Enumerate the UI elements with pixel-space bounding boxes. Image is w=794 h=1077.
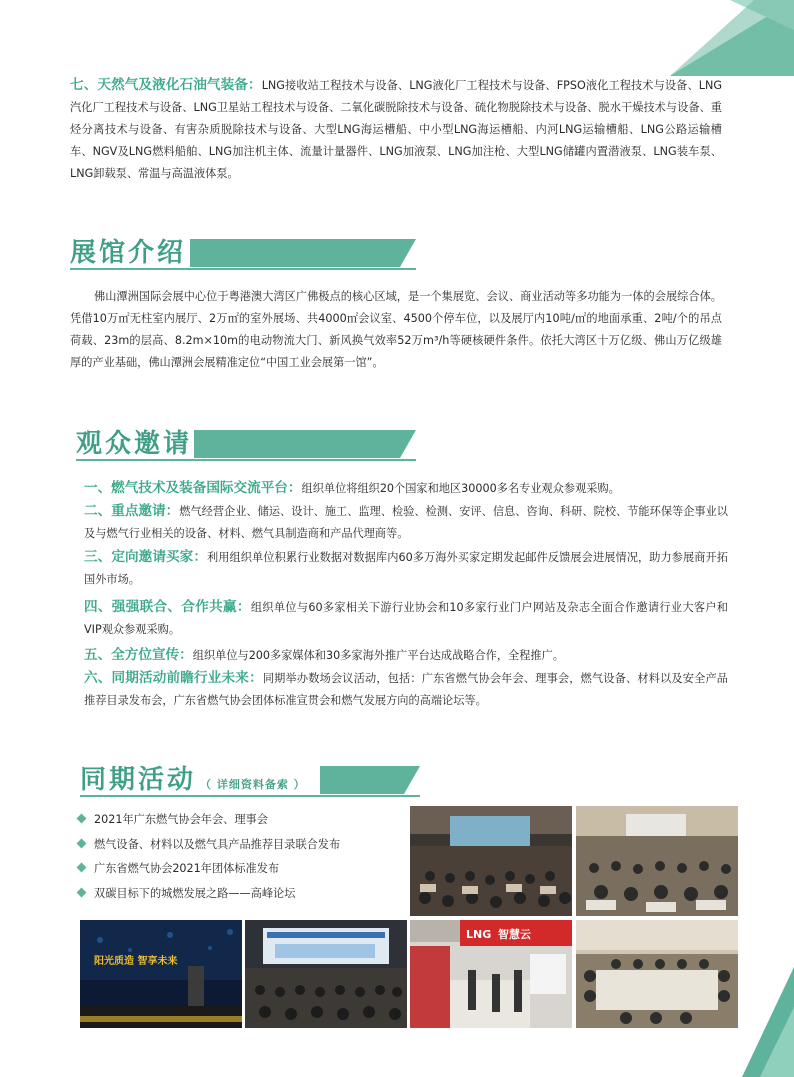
audience-item-heading: 六、同期活动前瞻行业未来：: [84, 670, 263, 686]
activity-label: 双碳目标下的城燃发展之路——高峰论坛: [94, 886, 296, 900]
audience-item: [84, 644, 728, 667]
venue-title: 展馆介绍: [70, 238, 187, 268]
activity-label: 燃气设备、材料以及燃气具产品推荐目录联合发布: [94, 837, 341, 851]
venue-header-bar: [190, 239, 416, 267]
section7-text: LNG接收站工程技术与设备、LNG液化厂工程技术与设备、FPSO液化工程技术与设备、LNG汽化厂工程技术与设备、LNG卫星站工程技术与设备、二氧化碳脱除技术与设备、硫化物脱除技术与设备、脱水干燥技术与设备、重烃分离技术与设备、有害杂质脱除技术与设备、大型LNG海运槽船、中小型LNG海运槽船、内河LNG运输槽船、LNG公路运输槽车、NGV及LNG燃料船舶、LNG加注机主体、流量计量器件、LNG加液泵、LNG加注枪、大型LNG储罐内置潜液泵、LNG装车泵、LNG卸载泵、常温与高温液体泵。: [70, 79, 723, 180]
booth-sign-brand: LNG: [466, 928, 492, 941]
audience-item: [84, 500, 728, 545]
audience-item: [84, 596, 728, 641]
diamond-bullet-icon: [77, 814, 87, 824]
activity-item: [78, 808, 340, 833]
audience-item-heading: 二、重点邀请：: [84, 503, 180, 519]
roundtable-meeting-photo: [576, 920, 738, 1028]
conference-hall-photo: [410, 806, 572, 916]
audience-header-bar: [194, 430, 416, 458]
audience-item-text: 利用组织单位积累行业数据对数据库内60多万海外买家定期发起邮件反馈展会进展情况，助力参展商开拓国外市场。: [84, 551, 728, 586]
booth-sign-cn: 智慧云: [498, 928, 531, 941]
audience-item-text: 同期举办数场会议活动，包括：广东省燃气协会年会、理事会，燃气设备、材料以及安全产品推荐目录发布会，广东省燃气协会团体标准宣贯会和燃气发展方向的高端论坛等。: [84, 672, 728, 707]
activities-title: 同期活动: [80, 765, 197, 795]
meeting-room-photo: [576, 806, 738, 916]
activity-item: [78, 857, 340, 882]
audience-item-text: 组织单位与60多家相关下游行业协会和10多家行业门户网站及杂志全面合作邀请行业大客户和VIP观众参观采购。: [84, 601, 728, 636]
activities-list: [78, 808, 340, 906]
audience-item-text: 燃气经营企业、储运、设计、施工、监理、检验、检测、安评、信息、咨询、科研、院校、节能环保等企事业以及与燃气行业相关的设备、材料、燃气具制造商和产品代理商等。: [84, 505, 728, 540]
audience-header-rule: [76, 459, 416, 461]
activity-label: 2021年广东燃气协会年会、理事会: [94, 813, 268, 826]
audience-item: [84, 667, 728, 712]
stage-slogan: 阳光质造 智享未来: [94, 956, 178, 967]
activities-subtitle: （ 详细资料备索 ）: [200, 778, 306, 791]
exhibition-booth-photo: [410, 920, 572, 1028]
venue-section-header: [70, 236, 416, 270]
audience-item-heading: 四、强强联合、合作共赢：: [84, 599, 251, 615]
section7-paragraph: [70, 74, 722, 185]
activity-label: 广东省燃气协会2021年团体标准发布: [94, 862, 280, 875]
corner-decoration-top: [634, 0, 794, 76]
audience-section-header: [76, 427, 416, 461]
seminar-hall-photo: [245, 920, 407, 1028]
audience-item-heading: 三、定向邀请买家：: [84, 549, 208, 565]
audience-title: 观众邀请: [76, 429, 193, 459]
venue-text: 佛山潭洲国际会展中心位于粤港澳大湾区广佛极点的核心区域，是一个集展览、会议、商业活动等多功能为一体的会展综合体。凭借10万㎡无柱室内展厅、2万㎡的室外展场、共4000㎡会议室、4500个停车位，以及展厅内10吨/㎡的地面承重、2吨/个的吊点荷载、23m的层高、8.2m×10m的电动物流大门、新风换气效率52万m³/h等硬核硬件条件。依托大湾区十万亿级、佛山万亿级雄厚的产业基础，佛山潭洲会展精准定位“中国工业会展第一馆”。: [70, 290, 722, 369]
venue-header-rule: [70, 268, 416, 270]
section7-heading: 七、天然气及液化石油气装备：: [70, 77, 262, 93]
corner-decoration-bottom: [742, 967, 794, 1077]
audience-item: [84, 546, 728, 591]
diamond-bullet-icon: [77, 887, 87, 897]
diamond-bullet-icon: [77, 863, 87, 873]
activities-header-rule: [80, 795, 420, 797]
audience-item-heading: 一、燃气技术及装备国际交流平台：: [84, 480, 302, 496]
venue-paragraph: [70, 286, 722, 374]
activity-item: [78, 833, 340, 858]
diamond-bullet-icon: [77, 838, 87, 848]
audience-item-heading: 五、全方位宣传：: [84, 647, 193, 663]
audience-item-text: 组织单位将组织20个国家和地区30000多名专业观众参观采购。: [301, 482, 620, 495]
audience-item: [84, 477, 724, 500]
audience-item-text: 组织单位与200多家媒体和30多家海外推广平台达成战略合作，全程推广。: [192, 649, 564, 662]
activities-header-bar: [320, 766, 420, 794]
activity-item: [78, 882, 340, 907]
stage-keynote-photo: [80, 920, 242, 1028]
activities-section-header: [80, 763, 420, 797]
